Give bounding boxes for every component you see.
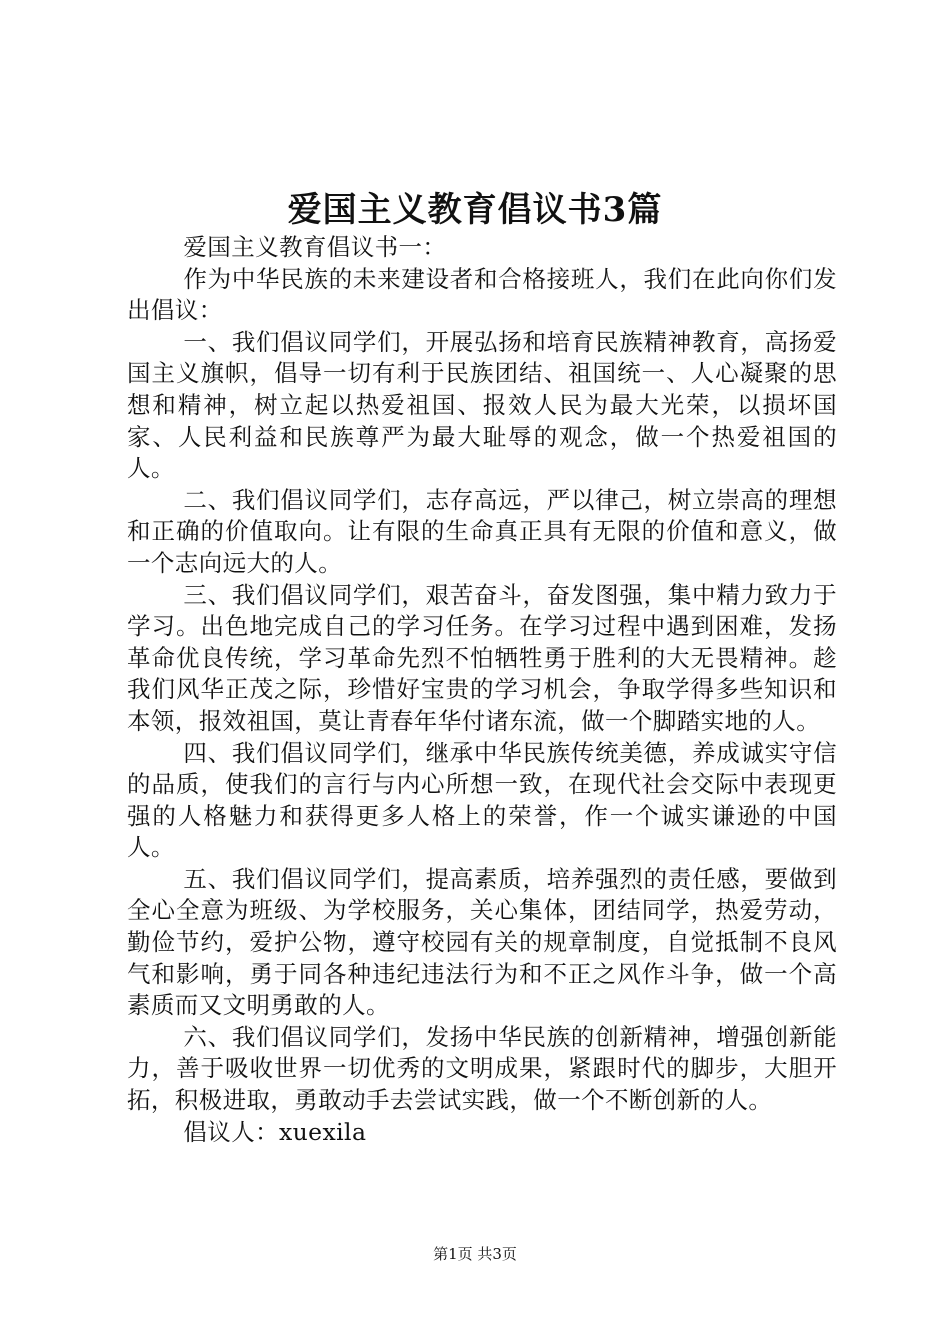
paragraph-item-3: 三、我们倡议同学们，艰苦奋斗，奋发图强，集中精力致力于学习。出色地完成自己的学习任务。在学习过程中遇到困难，发扬革命优良传统，学习革命先烈不怕牺牲勇于胜利的大无畏精神。趁我们风华正茂之际，珍惜好宝贵的学习机会，争取学得多些知识和本领，报效祖国，莫让青春年华付诸东流，做一个脚踏实地的人。 — [127, 580, 837, 735]
paragraph-item-5: 五、我们倡议同学们，提高素质，培养强烈的责任感，要做到全心全意为班级、为学校服务，关心集体，团结同学，热爱劳动，勤俭节约，爱护公物，遵守校园有关的规章制度，自觉抵制不良风气和影响，勇于同各种违纪违法行为和不正之风作斗争，做一个高素质而又文明勇敢的人。 — [127, 864, 837, 1020]
document-title: 爱国主义教育倡议书3篇 — [287, 190, 663, 230]
document-body — [127, 232, 837, 1148]
paragraph-item-1: 一、我们倡议同学们，开展弘扬和培育民族精神教育，高扬爱国主义旗帜，倡导一切有利于民族团结、祖国统一、人心凝聚的思想和精神，树立起以热爱祖国、报效人民为最大光荣，以损坏国家、人民利益和民族尊严为最大耻辱的观念，做一个热爱祖国的人。 — [127, 327, 837, 483]
paragraph-heading: 爱国主义教育倡议书一： — [183, 233, 447, 261]
paragraph-intro: 作为中华民族的未来建设者和合格接班人，我们在此向你们发出倡议： — [127, 264, 837, 325]
signature-line: 倡议人：xuexila — [183, 1117, 367, 1146]
paragraph-item-2: 二、我们倡议同学们，志存高远，严以律己，树立崇高的理想和正确的价值取向。让有限的生命真正具有无限的价值和意义，做一个志向远大的人。 — [127, 485, 837, 577]
page-number-footer: 第1页 共3页 — [433, 1245, 517, 1263]
paragraph-item-6: 六、我们倡议同学们，发扬中华民族的创新精神，增强创新能力，善于吸收世界一切优秀的文明成果，紧跟时代的脚步，大胆开拓，积极进取，勇敢动手去尝试实践，做一个不断创新的人。 — [127, 1022, 837, 1115]
paragraph-item-4: 四、我们倡议同学们，继承中华民族传统美德，养成诚实守信的品质，使我们的言行与内心所想一致，在现代社会交际中表现更强的人格魅力和获得更多人格上的荣誉，作一个诚实谦逊的中国人。 — [127, 738, 837, 862]
